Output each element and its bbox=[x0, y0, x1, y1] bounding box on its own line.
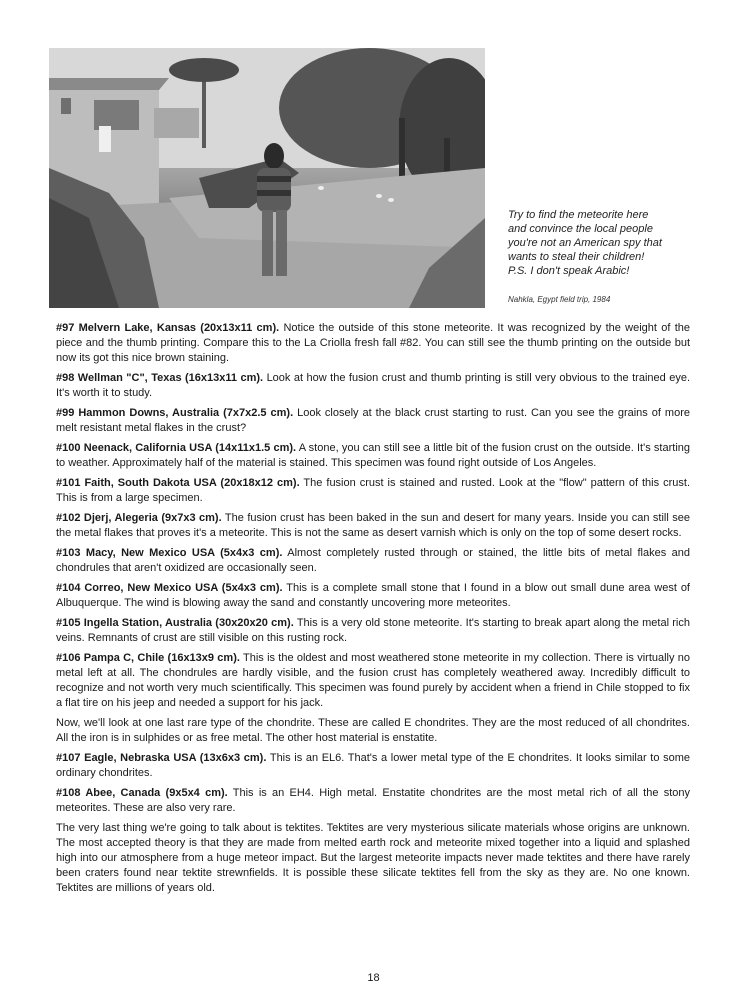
entry-text: This is a very old stone meteorite. It's starting to break apart along the metal rich veins. Remnants of crust are still visible on this rusting rock. bbox=[56, 617, 690, 644]
entry-text: Look closely at the black crust starting to rust. Can you see the grains of more melt resistant metal flakes in the crust? bbox=[56, 407, 690, 434]
entry-97 bbox=[56, 321, 690, 366]
entry-101 bbox=[56, 476, 690, 506]
entry-title: #102 Djerj, Alegeria (9x7x3 cm). bbox=[56, 512, 222, 524]
entry-text: The fusion crust has been baked in the sun and desert for many years. Inside you can still see the metal flakes that proves it's a meteorite. This is not the same as desert varnish which is only on the top of some desert rocks. bbox=[56, 512, 690, 539]
entry-99 bbox=[56, 406, 690, 436]
entry-text: Almost completely rusted through or stained, the little bits of metal flakes and chondrules that aren't oxidized are occasionally seen. bbox=[56, 547, 690, 574]
entry-title: #100 Neenack, California USA (14x11x1.5 cm). bbox=[56, 442, 297, 454]
entry-text: A stone, you can still see a little bit of the fusion crust on the outside. It's starting to weather. Approximately half of the material is stained. This specimen was found right outside of Los Angeles. bbox=[56, 442, 690, 469]
entry-106 bbox=[56, 651, 690, 711]
entry-108 bbox=[56, 786, 690, 816]
caption-line: P.S. I don't speak Arabic! bbox=[508, 265, 630, 277]
entry-title: #99 Hammon Downs, Australia (7x7x2.5 cm). bbox=[56, 407, 294, 419]
caption-line: Try to find the meteorite here bbox=[508, 209, 649, 221]
entry-text: Now, we'll look at one last rare type of the chondrite. These are called E chondrites. They are the most reduced of all chondrites. All the iron is in sulphides or as free metal. The other host material is enstatite. bbox=[56, 717, 690, 744]
entry-103 bbox=[56, 546, 690, 576]
entry-100 bbox=[56, 441, 690, 471]
entry-98 bbox=[56, 371, 690, 401]
caption-line: wants to steal their children! bbox=[508, 251, 645, 263]
tektites-paragraph bbox=[56, 821, 690, 896]
entry-title: #104 Correo, New Mexico USA (5x4x3 cm). bbox=[56, 582, 283, 594]
entry-107 bbox=[56, 751, 690, 781]
entry-title: #103 Macy, New Mexico USA (5x4x3 cm). bbox=[56, 547, 283, 559]
entry-title: #98 Wellman "C", Texas (16x13x11 cm). bbox=[56, 372, 264, 384]
entry-title: #105 Ingella Station, Australia (30x20x20 cm). bbox=[56, 617, 294, 629]
entry-102 bbox=[56, 511, 690, 541]
entry-title: #108 Abee, Canada (9x5x4 cm). bbox=[56, 787, 228, 799]
entry-104 bbox=[56, 581, 690, 611]
entry-105 bbox=[56, 616, 690, 646]
field-trip-photo bbox=[49, 48, 485, 308]
entry-text: The very last thing we're going to talk about is tektites. Tektites are very mysterious silicate materials whose origins are unknown. The most accepted theory is that they are made from melted earth rock and meteorite mixed together into a liquid and splashed high into our atmosphere from a huge meteor impact. But the largest meteorite impacts never made tektites and there have rarely been craters found near tektite strewnfields. It is possible these silicate tektites fell from the sky as they are. No one known. Tektites are millions of years old. bbox=[56, 822, 690, 894]
photo-credit: Nahkla, Egypt field trip, 1984 bbox=[508, 295, 611, 304]
caption-line: and convince the local people bbox=[508, 223, 653, 235]
entry-title: #106 Pampa C, Chile (16x13x9 cm). bbox=[56, 652, 240, 664]
entry-title: #107 Eagle, Nebraska USA (13x6x3 cm). bbox=[56, 752, 267, 764]
entry-text: This is an EL6. That's a lower metal type of the E chondrites. It looks similar to some ordinary chondrites. bbox=[56, 752, 691, 779]
entry-title: #97 Melvern Lake, Kansas (20x13x11 cm). bbox=[56, 322, 280, 334]
entry-text: This is a complete small stone that I found in a blow out small dune area west of Albuquerque. The wind is blowing away the sand and constantly uncovering more meteorites. bbox=[56, 582, 690, 609]
entry-text: The fusion crust is stained and rusted. Look at the "flow" pattern of this crust. This is from a large specimen. bbox=[56, 477, 690, 504]
entry-title: #101 Faith, South Dakota USA (20x18x12 cm). bbox=[56, 477, 300, 489]
entry-text: This is an EH4. High metal. Enstatite chondrites are the most metal rich of all the stony meteorites. These are also very rare. bbox=[56, 787, 690, 814]
photo-illustration bbox=[49, 48, 485, 308]
entry-text: This is the oldest and most weathered stone meteorite in my collection. There is virtually no metal left at all. The chondrules are hardly visible, and the fusion crust has completely weathered away. Incredibly difficult to recognize and not worth very much scientifically. This specimen was found purely by accident when a friend in Chile stopped to fix a flat tire on his jeep and needed a support for his jack. bbox=[56, 652, 691, 709]
e-chondrite-intro bbox=[56, 716, 690, 746]
caption-line: you're not an American spy that bbox=[508, 237, 662, 249]
page-number: 18 bbox=[367, 972, 380, 984]
body-text bbox=[56, 321, 690, 901]
photo-caption bbox=[508, 208, 708, 278]
entry-text: Notice the outside of this stone meteorite. It was recognized by the weight of the piece and the thumb printing. Compare this to the La Criolla fresh fall #82. You can still see the thumb printing on the outside but now its got this nice brown staining. bbox=[56, 322, 690, 364]
entry-text: Look at how the fusion crust and thumb printing is still very obvious to the trained eye. It's worth it to study. bbox=[56, 372, 691, 399]
